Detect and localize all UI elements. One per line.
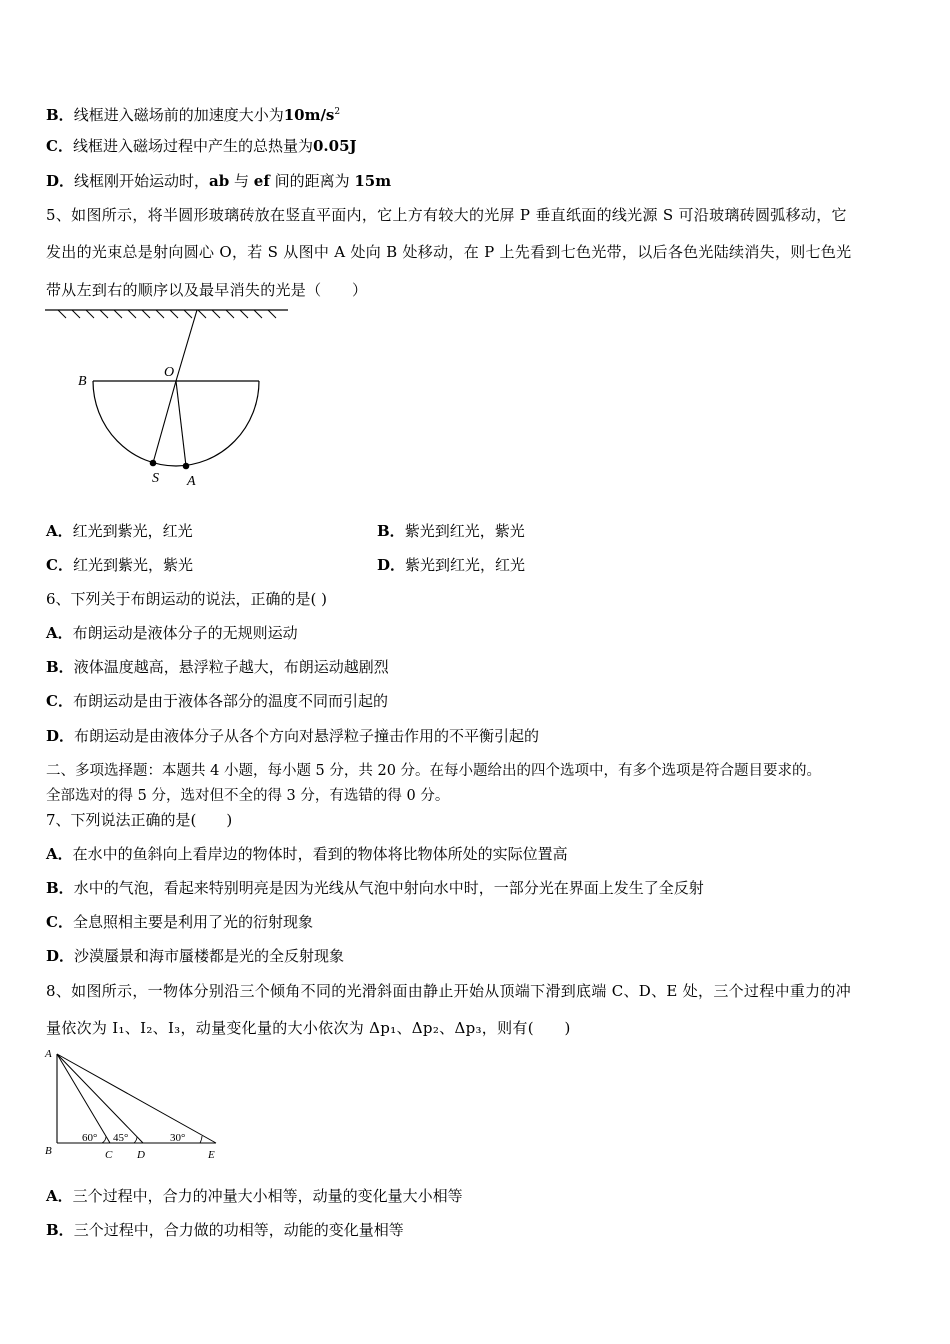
q7-stem: 7、下列说法正确的是( ) (46, 811, 233, 829)
q6-option-a: A．布朗运动是液体分子的无规则运动 (46, 624, 298, 642)
q8-label-e: E (208, 1149, 215, 1161)
q6-stem: 6、下列关于布朗运动的说法，正确的是( ) (46, 590, 328, 608)
q5-option-c: C．红光到紫光，紫光 (46, 556, 193, 574)
q5-label-o: O (164, 365, 175, 380)
q8-stem-line2: 量依次为 I₁、I₂、I₃，动量变化量的大小依次为 Δp₁、Δp₂、Δp₃，则有( ) (46, 1019, 571, 1037)
section2-heading-line1: 二、多项选择题：本题共 4 小题，每小题 5 分，共 20 分。在每小题给出的四个选项中，有多个选项是符合题目要求的。 (46, 763, 822, 779)
q5-stem-line2: 发出的光束总是射向圆心 O，若 S 从图中 A 处向 B 处移动，在 P 上先看到七色光带，以后各色光陆续消失，则七色光 (46, 243, 852, 261)
q7-option-a: A．在水中的鱼斜向上看岸边的物体时，看到的物体将比物体所处的实际位置高 (46, 845, 568, 863)
q8-stem-line1: 8、如图所示，一物体分别沿三个倾角不同的光滑斜面由静止开始从顶端下滑到底端 C、D、E 处，三个过程中重力的冲 (46, 982, 852, 1000)
q5-label-s: S (152, 471, 159, 486)
q8-option-b: B．三个过程中，合力做的功相等，动能的变化量相等 (46, 1221, 404, 1239)
q5-option-d: D．紫光到红光，红光 (377, 556, 526, 574)
q8-option-a: A．三个过程中，合力的冲量大小相等，动量的变化量大小相等 (46, 1187, 463, 1205)
q4-option-c: C．线框进入磁场过程中产生的总热量为0.05J (46, 137, 357, 155)
q5-label-a: A (187, 474, 196, 489)
q5-stem-line1: 5、如图所示，将半圆形玻璃砖放在竖直平面内，它上方有较大的光屏 P 垂直纸面的线光源 S 可沿玻璃砖圆弧移动，它 (46, 206, 847, 224)
q8-incline-figure (40, 1044, 230, 1164)
q8-label-d: D (137, 1149, 145, 1161)
q6-option-b: B．液体温度越高，悬浮粒子越大，布朗运动越剧烈 (46, 658, 389, 676)
q8-angle-60: 60° (82, 1132, 98, 1144)
q8-label-b: B (45, 1145, 52, 1157)
q6-option-c: C．布朗运动是由于液体各部分的温度不同而引起的 (46, 692, 388, 710)
q8-label-a: A (45, 1048, 52, 1060)
q8-label-c: C (105, 1149, 113, 1161)
q5-label-b: B (78, 374, 87, 389)
q5-option-b: B．紫光到红光，紫光 (377, 522, 525, 540)
q6-option-d: D．布朗运动是由液体分子从各个方向对悬浮粒子撞击作用的不平衡引起的 (46, 727, 540, 745)
q7-option-c: C．全息照相主要是利用了光的衍射现象 (46, 913, 313, 931)
q5-stem-line3: 带从左到右的顺序以及最早消失的光是（ ） (46, 281, 368, 299)
q5-semicircle-figure (40, 300, 300, 495)
q7-option-b: B．水中的气泡，看起来特别明亮是因为光线从气泡中射向水中时，一部分光在界面上发生了全反射 (46, 879, 704, 897)
q4-option-d: D．线框刚开始运动时，ab 与 ef 间的距离为 15m (46, 172, 392, 190)
q7-option-d: D．沙漠蜃景和海市蜃楼都是光的全反射现象 (46, 947, 345, 965)
q5-option-a: A．红光到紫光，红光 (46, 522, 193, 540)
q8-angle-45: 45° (113, 1132, 129, 1144)
section2-heading-line2: 全部选对的得 5 分，选对但不全的得 3 分，有选错的得 0 分。 (46, 788, 450, 804)
q8-angle-30: 30° (170, 1132, 186, 1144)
q4-option-b: B．线框进入磁场前的加速度大小为$10m/s^2$ (46, 106, 341, 124)
